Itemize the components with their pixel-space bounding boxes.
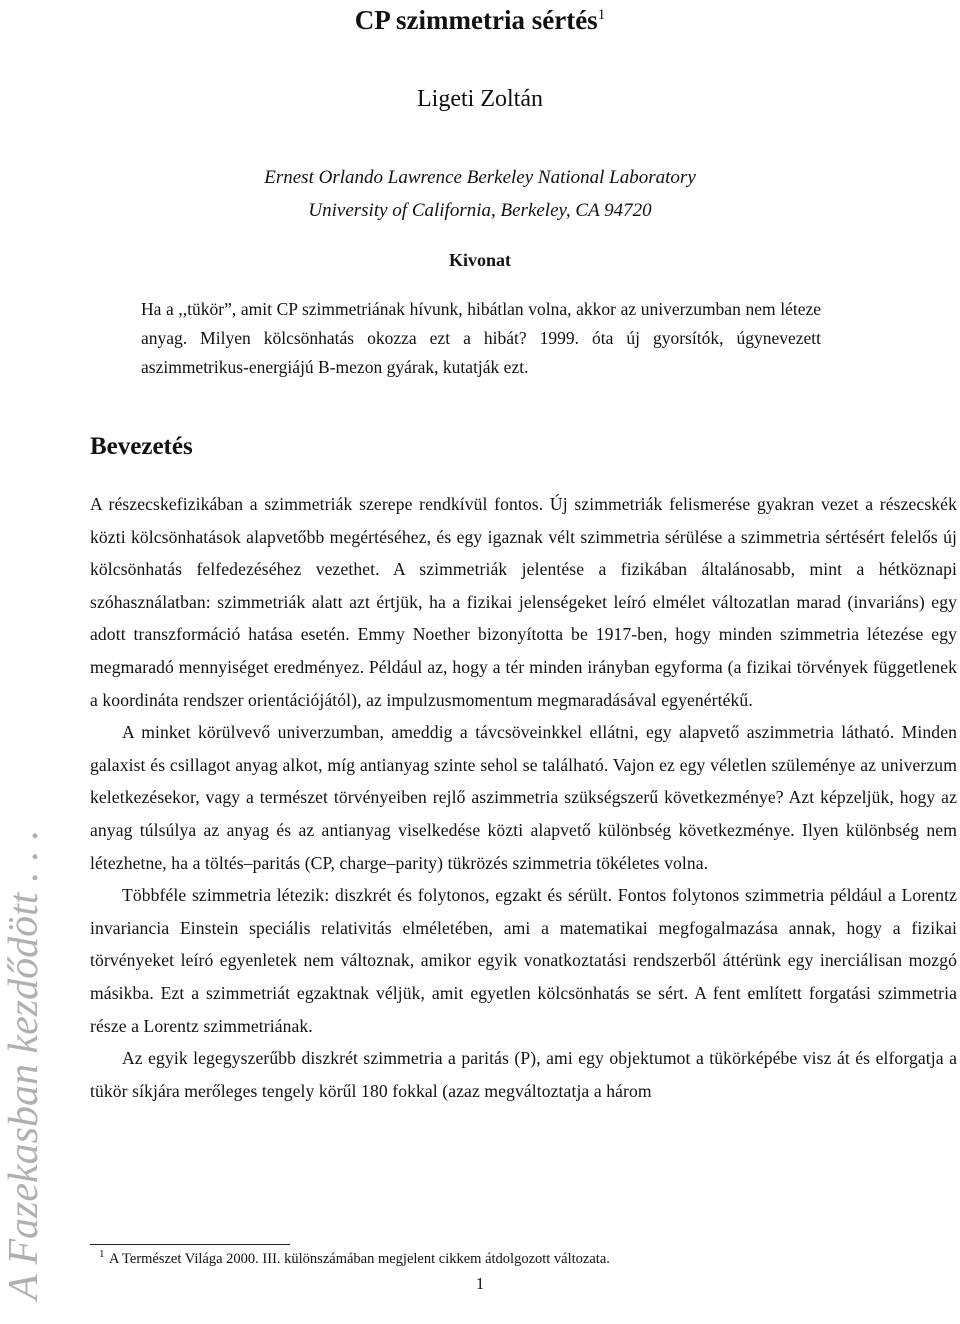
abstract-heading: Kivonat xyxy=(448,250,511,270)
section-heading: Bevezetés xyxy=(90,433,193,460)
paragraph: A minket körülvevő univerzumban, ameddig a távcsöveinkkel ellátni, egy alapvető aszimmetria látható. Minden galaxist és csillagot anyag alkot, míg antianyag szinte sehol se található. Vajon ez egy véletlen szüleménye az univerzum keletkezésekor, vagy a természet törvényeiben rejlő aszimmetria szükségszerű következménye? Azt képzeljük, hogy az anyag túlsúlya az anyag és az antianyag viselkedése közti alapvető különbség következménye. Ilyen különbség nem létezhetne, ha a töltés–paritás (CP, charge–parity) tükrözés szimmetria tökéletes volna. xyxy=(90,722,957,873)
paragraph: A részecskefizikában a szimmetriák szerepe rendkívül fontos. Új szimmetriák felismerése gyakran vezet a részecskék közti kölcsönhatások alapvetőbb megértéséhez, és egy igaznak vélt szimmetria sérülése a szimmetria sértésért felelős új kölcsönhatás felfedezéséhez vezethet. A szimmetriák jelentése a fizikában általánosabb, mint a hétköznapi szóhasználatban: szimmetriák alatt azt értjük, ha a fizikai jelenségeket leíró elmélet változatlan marad (invariáns) egy adott transzformáció hatása esetén. Emmy Noether bizonyította be 1917-ben, hogy minden szimmetria létezése egy megmaradó mennyiséget eredményez. Például az, hogy a tér minden irányban egyforma (a fizikai törvények függetlenek a koordináta rendszer orientációjától), az impulzusmomentum megmaradásával egyenértékű. xyxy=(90,494,957,710)
paragraph: Az egyik legegyszerűbb diszkrét szimmetria a paritás (P), ami egy objektumot a tükörképébe visz át és elforgatja a tükör síkjára merőleges tengely körűl 180 fokkal (azaz megváltoztatja a három xyxy=(90,1048,957,1101)
abstract-text: Ha a ,,tükör”, amit CP szimmetriának hívunk, hibátlan volna, akkor az univerzumban nem léteze anyag. Milyen kölcsönhatás okozza ezt a hibát? 1999. óta új gyorsítók, úgynevezett aszimmetrikus-energiájú B-mezon gyárak, kutatják ezt. xyxy=(141,299,821,377)
paper-title xyxy=(0,0,960,35)
side-watermark: A Fazekasban kezdődött . . . xyxy=(1,829,47,1300)
title-footnote-ref: 1 xyxy=(597,7,606,23)
footnote xyxy=(99,1248,929,1269)
footnote-text: A Természet Világa 2000. III. különszámában megjelent cikkem átdolgozott változata. xyxy=(109,1251,610,1267)
body-text xyxy=(90,488,957,1107)
paragraph: Többféle szimmetria létezik: diszkrét és folytonos, egzakt és sérült. Fontos folytonos szimmetria például a Lorentz invariancia Einstein speciális relativitás elméletében, ami a matematikai megfogalmazása annak, hogy a fizikai törvényeket leíró egyenletek nem változnak, amikor egyik vonatkoztatási rendszerből áttérünk egy inerciálisan mozgó másikba. Ezt a szimmetriát egzaktnak véljük, amit egyetlen kölcsönhatás se sért. A fent említett forgatási szimmetria része a Lorentz szimmetriának. xyxy=(90,885,957,1036)
affiliation-line-1: Ernest Orlando Lawrence Berkeley National Laboratory xyxy=(264,167,696,188)
title-text: CP szimmetria sértés xyxy=(354,5,598,35)
author-name: Ligeti Zoltán xyxy=(417,86,543,112)
affiliation-line-2: University of California, Berkeley, CA 94720 xyxy=(308,200,652,221)
page-number: 1 xyxy=(475,1274,485,1293)
footnote-mark: 1 xyxy=(99,1248,105,1260)
footnote-rule xyxy=(90,1244,290,1245)
